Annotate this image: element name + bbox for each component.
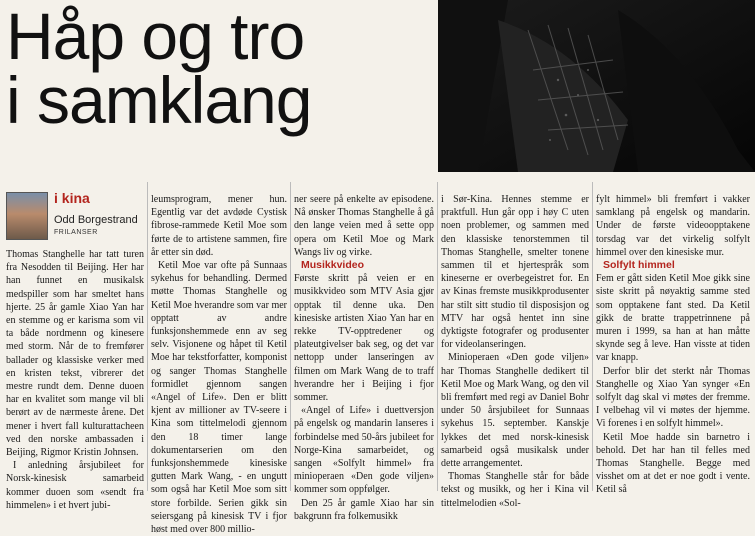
paragraph: I anledning årsjubileet for Norsk-kinesisk samarbeid kommer duoen som «sendt fra himmelen» i et hvert jubi- — [6, 460, 144, 511]
article-column-5 — [596, 193, 750, 497]
paragraph: Fem er gått siden Ketil Moe gikk sine siste skritt på nøyaktig samme sted som opptakene fant sted. Da Ketil gikk de bratte trappetrinnene på muren i 1999, sa han at han måtte skynde seg å leve. Han visste at tiden var knapp. — [596, 273, 750, 364]
author-portrait — [6, 192, 48, 240]
column-rule — [147, 182, 148, 491]
article-column-1 — [6, 248, 144, 512]
article-column-3 — [294, 193, 434, 523]
paragraph: leumsprogram, mener hun. Egentlig var det avdøde Cystisk fibrose-rammede Ketil Moe som førte de to artistene sammen, fire år etter sin død. — [151, 194, 287, 258]
column-rule — [592, 182, 593, 491]
great-wall-photo — [438, 0, 755, 172]
paragraph: Thomas Stanghelle står for både tekst og musikk, og her i Kina vil tittelmelodien «Sol- — [441, 471, 589, 509]
article-photo — [438, 0, 755, 172]
headline: Håp og tro i samklang — [6, 0, 312, 137]
paragraph: «Angel of Life» i duettversjon på engelsk og mandarin lanseres i forbindelse med 50-års jubileet for Norge-Kina samarbeidet, og sangen «Solfylt himmel» fra minioperaen «Den gode viljen» kommer som oppfølger. — [294, 405, 434, 496]
paragraph: Ketil Moe hadde sin barnetro i behold. Det har han til felles med Thomas Stanghelle. Begge med visshet om at det er noe godt i vente. Ketil så — [596, 431, 750, 496]
author-role: FRILANSER — [54, 229, 98, 236]
paragraph: Thomas Stanghelle har tatt turen fra Nesodden til Beijing. Her har han funnet en musikalsk medspiller som har smeltet hans hjerte. 25 år gamle Xiao Yan har en stemme og er karisma som vil ta både nordmenn og kinesere med storm. Når de to fremfører ballader og klassiske verker med en kristen tekst, vibrerer det mestre rundt dem. Denne duoen har en kvalitet som mange vil bli berørt av de nærmeste årene. Det mener i hvert fall kulturattacheen ved den norske ambassaden i Beijing, Rigmor Kristin Johnsen. — [6, 249, 144, 459]
author-name: Odd Borgestrand — [54, 214, 138, 226]
column-rule — [290, 182, 291, 491]
byline — [6, 192, 146, 244]
paragraph: Minioperaen «Den gode viljen» har Thomas Stanghelle dedikert til Ketil Moe og Mark Wang, og den vil bli fremført med regi av Daniel Bohr under 50 årsjubileet for Sunnaas sykehus 15. september. Kanskje lykkes det med norsk-kinesisk samarbeid også musikalsk under dette arrangementet. — [441, 352, 589, 470]
section-kicker: i kina — [54, 190, 90, 206]
paragraph: ner seere på enkelte av episodene. Nå ønsker Thomas Stanghelle å gå den lange veien med å sette opp opera om Ketil Moe og Mark Wangs liv og virke. — [294, 194, 434, 258]
paragraph: fylt himmel» bli fremført i vakker samklang på engelsk og mandarin. Under de første videoopptakene torsdag var det virkelig solfylt himmel over den kinesiske mur. — [596, 194, 750, 258]
paragraph: Ketil Moe var ofte på Sunnaas sykehus for behandling. Dermed møtte Thomas Stanghelle og Ketil Moe hverandre som var mer opptatt av andre funksjonshemmede enn av seg selv. Visjonene og håpet til Ketil Moe har tekstforfatter, komponist og sanger Thomas Stanghelle formidlet gjennom sangen «Angel of Life». Den er blitt kjent av millioner av TV-seere i Kina som tittelmelodi gjennom den 18 timer lange dokumentarserien om den funksjonshemmede kinesiske gutten Mark Wang, - en ungutt som også har Ketil Moe som sitt store forbilde. Serien gikk sin seiersgang på kinesisk TV i fjor høst med over 800 millio- — [151, 260, 287, 536]
paragraph: i Sør-Kina. Hennes stemme er praktfull. Hun går opp i høy C uten noen problemer, og sammen med den klassiske tenorstemmen til Thomas Stanghelle, smelter tonene sammen til et hjertespråk som kineserne er overbegeistret for. En av Kinas fremste musikkprodusenter har stilt sitt studio til disposisjon og MTV har også hentet inn sine dyktigste fotografer og produsenter for videolanseringen. — [441, 194, 589, 351]
subhead-solfylt-himmel: Solfylt himmel — [603, 259, 675, 272]
article-column-4 — [441, 193, 589, 510]
column-rule — [437, 182, 438, 491]
subhead-musikkvideo: Musikkvideo — [301, 259, 365, 272]
article-column-2 — [151, 193, 287, 536]
paragraph: Første skritt på veien er en musikkvideo som MTV Asia gjør opptak til denne uka. Den kinesiske artisten Xiao Yan har en rekke TV-opptredener og plateutgivelser bak seg, og det var nettopp under lanseringen av filmen om Mark Wang de to traff hverandre her i Beijing i fjor sommer. — [294, 273, 434, 404]
paragraph: Derfor blir det sterkt når Thomas Stanghelle og Xiao Yan synger «En solfylt dag skal vi møtes der fremme. I velbehag vil vi møtes der hjemme. Vi forenes i en solfylt himmel». — [596, 365, 750, 430]
paragraph: Den 25 år gamle Xiao har sin bakgrunn fra folkemusikk — [294, 497, 434, 522]
